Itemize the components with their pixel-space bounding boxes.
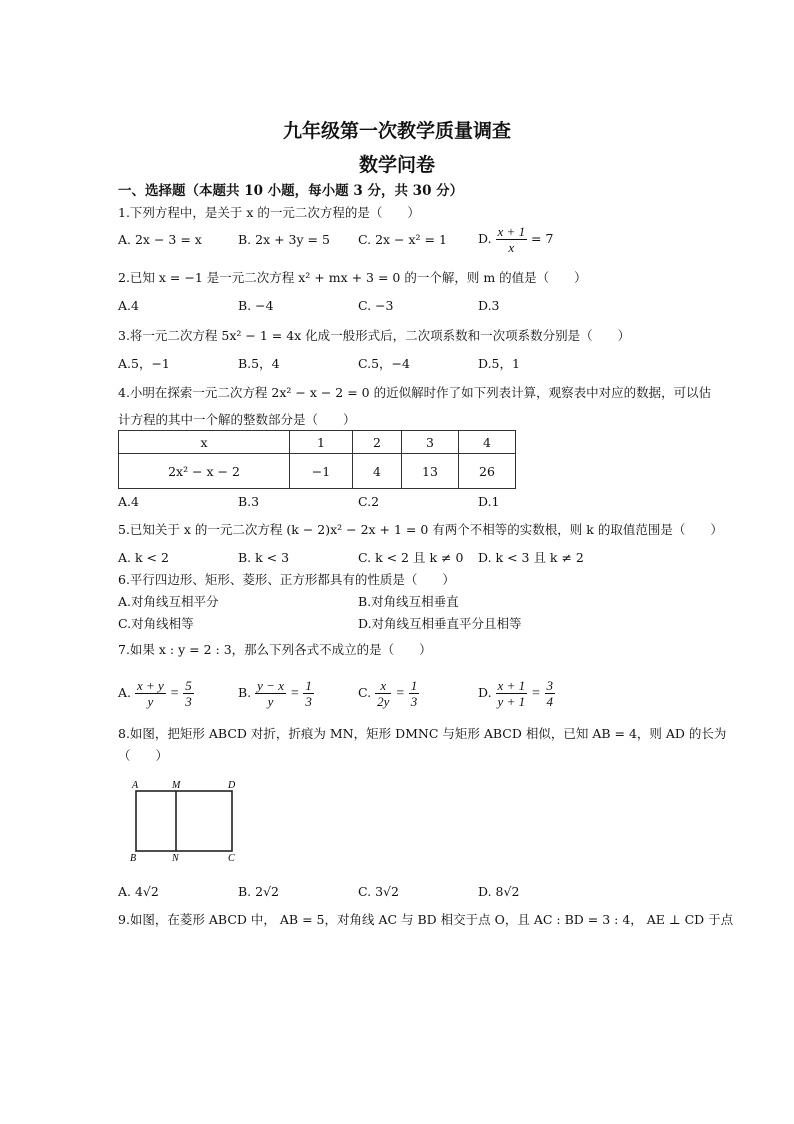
q1-option-c: C. 2x − x² = 1 bbox=[358, 232, 447, 247]
q1-option-d-tail: = 7 bbox=[527, 231, 554, 246]
fraction-numerator: 1 bbox=[410, 678, 418, 693]
q2-option-b: B. −4 bbox=[238, 298, 274, 313]
q1-option-b: B. 2x + 3y = 5 bbox=[238, 232, 330, 247]
page-subtitle: 数学问卷 bbox=[358, 154, 435, 176]
q4-option-a: A.4 bbox=[118, 494, 139, 509]
question-2-stem: 2.已知 x = −1 是一元二次方程 x² + mx + 3 = 0 的一个解，则 m 的值是（ ） bbox=[118, 270, 587, 285]
fraction bbox=[375, 678, 391, 709]
q2-option-a: A.4 bbox=[118, 298, 139, 313]
q8-option-a: A. 4√2 bbox=[118, 884, 159, 899]
fraction bbox=[135, 678, 166, 709]
table-cell: 26 bbox=[459, 454, 516, 489]
question-9-stem: 9.如图，在菱形 ABCD 中， AB = 5，对角线 AC 与 BD 相交于点 O，且 AC : BD = 3 : 4， AE ⊥ CD 于点 bbox=[118, 912, 734, 927]
label-d: D bbox=[228, 780, 236, 791]
question-7-stem: 7.如果 x : y = 2 : 3，那么下列各式不成立的是（ ） bbox=[118, 642, 432, 657]
fraction bbox=[303, 678, 314, 709]
question-1-stem: 1.下列方程中，是关于 x 的一元二次方程的是（ ） bbox=[118, 205, 420, 220]
fraction-numerator: y − x bbox=[257, 678, 284, 693]
q4-option-c: C.2 bbox=[358, 494, 380, 509]
q6-option-d: D.对角线互相垂直平分且相等 bbox=[358, 616, 522, 631]
q4-option-b: B.3 bbox=[238, 494, 260, 509]
q5-option-b: B. k < 3 bbox=[238, 550, 290, 565]
equals-sign: = bbox=[531, 686, 541, 701]
q1-option-d bbox=[478, 224, 553, 255]
fraction-numerator: x + 1 bbox=[497, 224, 526, 239]
equals-sign: = bbox=[395, 686, 405, 701]
table-cell: 4 bbox=[353, 454, 402, 489]
equals-sign: = bbox=[169, 686, 180, 701]
q5-option-c: C. k < 2 且 k ≠ 0 bbox=[358, 550, 464, 565]
q4-option-d: D.1 bbox=[478, 494, 500, 509]
fraction-numerator: 3 bbox=[546, 678, 554, 693]
fraction bbox=[183, 678, 194, 709]
table-header-cell: 2 bbox=[353, 431, 402, 454]
option-label: C. bbox=[358, 685, 372, 700]
fraction-denominator: y bbox=[147, 694, 154, 709]
q3-option-a: A.5，−1 bbox=[118, 356, 170, 371]
question-4-stem: 4.小明在探索一元二次方程 2x² − x − 2 = 0 的近似解时作了如下列表计算，观察表中对应的数据，可以估 bbox=[118, 385, 712, 400]
option-label: B. bbox=[238, 685, 252, 700]
fraction bbox=[409, 678, 420, 709]
section-heading: 一、选择题（本题共 10 小题，每小题 3 分，共 30 分） bbox=[118, 183, 464, 199]
label-m: M bbox=[172, 780, 181, 791]
q5-option-a: A. k < 2 bbox=[118, 550, 169, 565]
table-cell: 13 bbox=[402, 454, 459, 489]
fraction-denominator: 3 bbox=[185, 694, 192, 709]
table-header-cell: 1 bbox=[290, 431, 353, 454]
table-cell: −1 bbox=[290, 454, 353, 489]
fraction-denominator: 3 bbox=[305, 694, 312, 709]
fraction-numerator: 1 bbox=[305, 678, 312, 693]
label-a: A bbox=[132, 780, 139, 791]
fraction-denominator: y bbox=[267, 694, 274, 709]
q2-option-d: D.3 bbox=[478, 298, 500, 313]
q3-option-c: C.5，−4 bbox=[358, 356, 410, 371]
q1-option-d-label: D. bbox=[478, 231, 496, 246]
q8-option-c: C. 3√2 bbox=[358, 884, 399, 899]
q6-option-c: C.对角线相等 bbox=[118, 616, 194, 631]
q7-option-a bbox=[118, 678, 194, 709]
q6-option-a: A.对角线互相平分 bbox=[118, 594, 219, 609]
fraction-denominator: 4 bbox=[546, 694, 554, 709]
question-3-stem: 3.将一元二次方程 5x² − 1 = 4x 化成一般形式后，二次项系数和一次项系数分别是（ ） bbox=[118, 328, 631, 343]
q4-value-table bbox=[118, 430, 516, 489]
q8-option-d: D. 8√2 bbox=[478, 884, 520, 899]
fraction bbox=[496, 678, 528, 709]
q3-option-b: B.5，4 bbox=[238, 356, 280, 371]
question-5-stem: 5.已知关于 x 的一元二次方程 (k − 2)x² − 2x + 1 = 0 有两个不相等的实数根，则 k 的取值范围是（ ） bbox=[118, 522, 723, 537]
fraction-denominator: y + 1 bbox=[497, 694, 526, 709]
table-row-label: 2x² − x − 2 bbox=[119, 454, 290, 489]
page-title: 九年级第一次教学质量调查 bbox=[282, 120, 511, 142]
option-label: A. bbox=[118, 685, 132, 700]
q2-option-c: C. −3 bbox=[358, 298, 394, 313]
label-n: N bbox=[172, 853, 179, 864]
fraction bbox=[545, 678, 556, 709]
fraction-denominator: 2y bbox=[377, 694, 390, 709]
q6-option-b: B.对角线互相垂直 bbox=[358, 594, 459, 609]
fraction-denominator: x bbox=[508, 240, 515, 255]
q7-option-c bbox=[358, 678, 419, 709]
label-b: B bbox=[130, 853, 137, 864]
table-header-x: x bbox=[119, 431, 290, 454]
fraction-numerator: x bbox=[375, 678, 391, 694]
question-6-stem: 6.平行四边形、矩形、菱形、正方形都具有的性质是（ ） bbox=[118, 572, 455, 587]
fraction-denominator: 3 bbox=[410, 694, 418, 709]
equals-sign: = bbox=[289, 686, 300, 701]
table-header-cell: 4 bbox=[459, 431, 516, 454]
rectangle-fold-figure bbox=[118, 775, 238, 865]
question-8-stem: 8.如图，把矩形 ABCD 对折，折痕为 MN，矩形 DMNC 与矩形 ABCD 相似，已知 AB = 4，则 AD 的长为 bbox=[118, 726, 727, 741]
fraction-numerator: x + y bbox=[137, 678, 164, 693]
question-8-stem-cont: （ ） bbox=[118, 748, 169, 763]
label-c: C bbox=[228, 853, 235, 864]
fraction-numerator: 5 bbox=[185, 678, 192, 693]
q1-option-a: A. 2x − 3 = x bbox=[118, 232, 202, 247]
option-label: D. bbox=[478, 685, 492, 700]
q1-option-d-fraction bbox=[496, 224, 528, 255]
q5-option-d: D. k < 3 且 k ≠ 2 bbox=[478, 550, 584, 565]
fraction-numerator: x + 1 bbox=[497, 678, 526, 693]
q3-option-d: D.5，1 bbox=[478, 356, 520, 371]
table-header-cell: 3 bbox=[402, 431, 459, 454]
rectangle-abcd bbox=[136, 791, 232, 851]
q8-option-b: B. 2√2 bbox=[238, 884, 280, 899]
q7-option-b bbox=[238, 678, 314, 709]
question-4-stem-cont: 计方程的其中一个解的整数部分是（ ） bbox=[118, 412, 356, 427]
fraction bbox=[255, 678, 286, 709]
q7-option-d bbox=[478, 678, 555, 709]
